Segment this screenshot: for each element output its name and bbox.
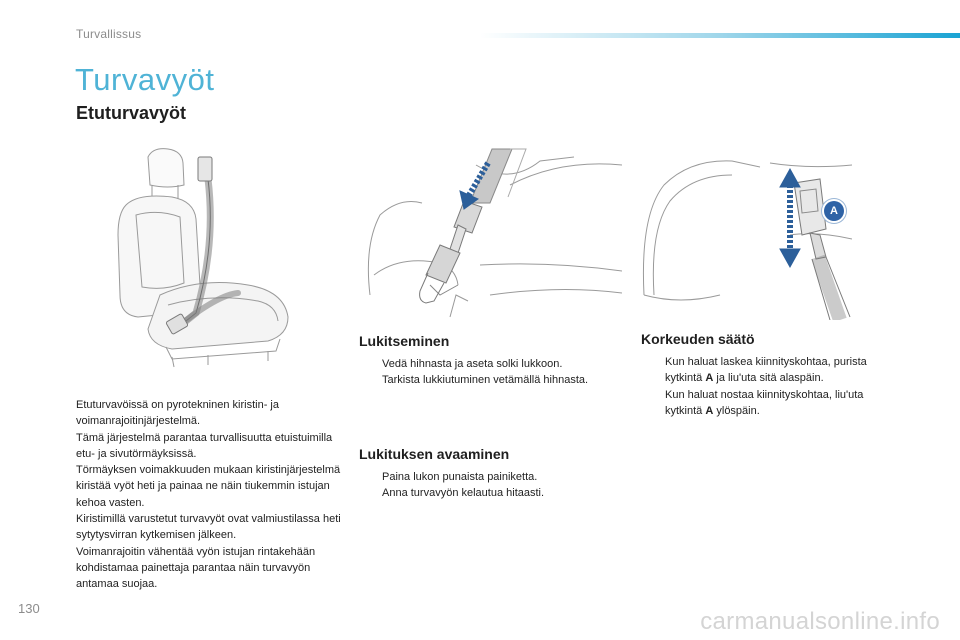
height-heading: Korkeuden säätö (641, 331, 755, 347)
list-item (360, 356, 630, 372)
unlocking-list (360, 469, 620, 502)
callout-a-badge (824, 201, 844, 221)
locking-step-2: Tarkista lukkiutuminen vetämällä hihnasta. (382, 374, 589, 387)
unlocking-step-2: Anna turvavyön kelautua hitaasti. (382, 487, 545, 500)
unlocking-step-1: Paina lukon punaista painiketta. (382, 471, 538, 483)
page-subtitle: Etuturvavyöt (76, 103, 187, 123)
buckle-illustration (360, 145, 622, 320)
callout-a-label: A (830, 205, 838, 217)
up-down-arrow-icon (780, 169, 800, 267)
list-item (360, 485, 620, 501)
locking-list (360, 356, 630, 389)
height-step-2-text: Kun haluat nostaa kiinnityskohtaa, liu'uta kytkintä (665, 388, 864, 417)
height-step-2-text-end: ylöspäin. (713, 404, 760, 417)
intro-paragraph-4: Kiristimillä varustetut turvavyöt ovat valmiustilassa heti sytytysvirran kytkemisen jälkeen. (76, 513, 341, 542)
page-number: 130 (18, 601, 40, 616)
height-step-1-text-end: ja liu'uta sitä alaspäin. (713, 372, 824, 385)
page-title: Turvavyöt (75, 62, 215, 97)
list-item (643, 354, 903, 387)
list-item (643, 387, 903, 420)
list-item (360, 469, 620, 485)
list-item (360, 372, 630, 388)
section-label: Turvallissus (76, 27, 142, 41)
height-step-2-key: A (705, 404, 714, 417)
height-step-1-text: Kun haluat laskea kiinnityskohtaa, purista kytkintä (665, 356, 867, 385)
watermark: carmanualsonline.info (700, 608, 940, 635)
intro-paragraph-5: Voimanrajoitin vähentää vyön istujan rintakehään kohdistamaa painettaja parantaa näin turvavyön antamaa suojaa. (76, 545, 316, 591)
intro-paragraph-1: Etuturvavöissä on pyrotekninen kiristin- ja voimanrajoitinjärjestelmä. (76, 399, 279, 428)
height-step-1-key: A (705, 372, 714, 385)
intro-text (76, 397, 346, 593)
intro-paragraph-3: Törmäyksen voimakkuuden mukaan kiristinjärjestelmä kiristää vyöt heti ja painaa ne näin tiukemmin istujan kehoa vasten. (76, 464, 341, 509)
header-bar (480, 33, 960, 38)
locking-heading: Lukitseminen (359, 333, 450, 349)
seat-belt-illustration (108, 145, 298, 370)
height-list (643, 354, 903, 419)
intro-paragraph-2: Tämä järjestelmä parantaa turvallisuutta etuistuimilla etu- ja sivutörmäyksissä. (76, 431, 333, 460)
unlocking-heading: Lukituksen avaaminen (359, 446, 510, 462)
height-adjuster-illustration (640, 145, 852, 320)
locking-step-1: Vedä hihnasta ja aseta solki lukkoon. (382, 358, 563, 370)
